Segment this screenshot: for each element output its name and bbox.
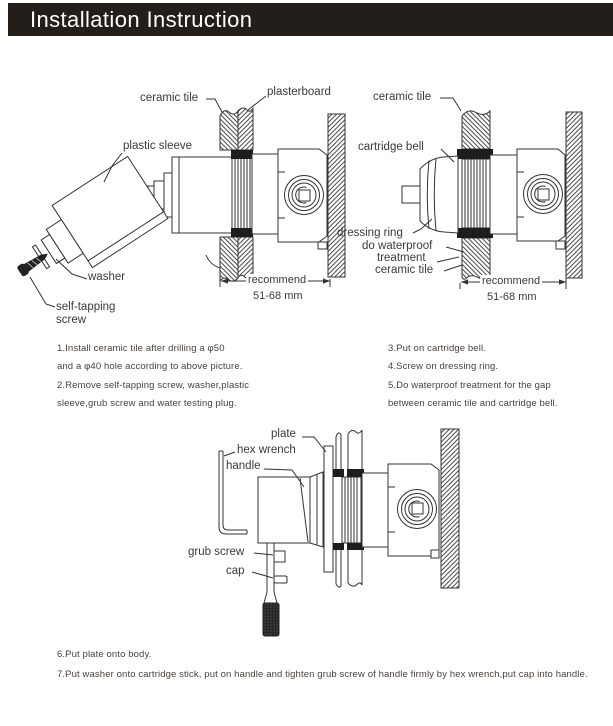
label-cap: cap [226,565,245,577]
label-grub-screw: grub screw [188,546,245,558]
label-ceramic-tile-1: ceramic tile [140,92,199,104]
diagram-step2-art [402,98,582,289]
instruction-line: and a φ40 hole according to above picture. [57,361,243,373]
label-dimension-2: 51-68 mm [487,291,537,303]
instruction-line: 1.Install ceramic tile after drilling a φ50 [57,343,225,354]
instruction-line: 5.Do waterproof treatment for the gap [388,379,551,391]
label-cartridge-bell: cartridge bell [358,141,424,153]
label-ceramic-tile-2: ceramic tile [373,91,432,103]
label-washer: washer [88,271,126,283]
instruction-line: 6.Put plate onto body. [57,649,152,660]
label-self-tapping-line1: self-tapping [56,301,116,313]
label-plasterboard: plasterboard [267,86,331,98]
label-ceramic-tile-3: ceramic tile [375,264,434,276]
instruction-line: between ceramic tile and cartridge bell. [388,398,558,410]
label-recommend-2: recommend [482,275,541,287]
label-self-tapping-screw [56,301,115,326]
instruction-line: 2.Remove self-tapping screw, washer,plastic [57,379,250,391]
label-dimension-1: 51-68 mm [253,290,303,302]
label-plate: plate [271,428,296,440]
label-treatment: treatment [377,252,426,264]
label-do-waterproof: do waterproof [362,240,433,252]
instruction-line: 7.Put washer onto cartridge stick, put on handle and tighten grub screw of handle firmly by hex wrench,put cap into handle. [57,669,588,680]
instructions-steps-6-7 [57,645,588,685]
instruction-line: 4.Screw on dressing ring. [388,361,499,373]
page-title: Installation Instruction [30,6,253,32]
label-plastic-sleeve: plastic sleeve [123,140,193,152]
instruction-line: 3.Put on cartridge bell. [388,343,486,354]
label-dressing-ring: dressing ring [337,227,403,239]
instruction-line: sleeve,grub screw and water testing plug. [57,398,237,410]
label-recommend-1: recommend [248,274,307,286]
label-self-tapping-line2: screw [56,313,87,326]
label-hex-wrench: hex wrench [237,444,296,456]
instructions-steps-3-5 [388,340,558,414]
instructions-steps-1-2 [57,340,249,414]
label-handle: handle [226,460,261,472]
